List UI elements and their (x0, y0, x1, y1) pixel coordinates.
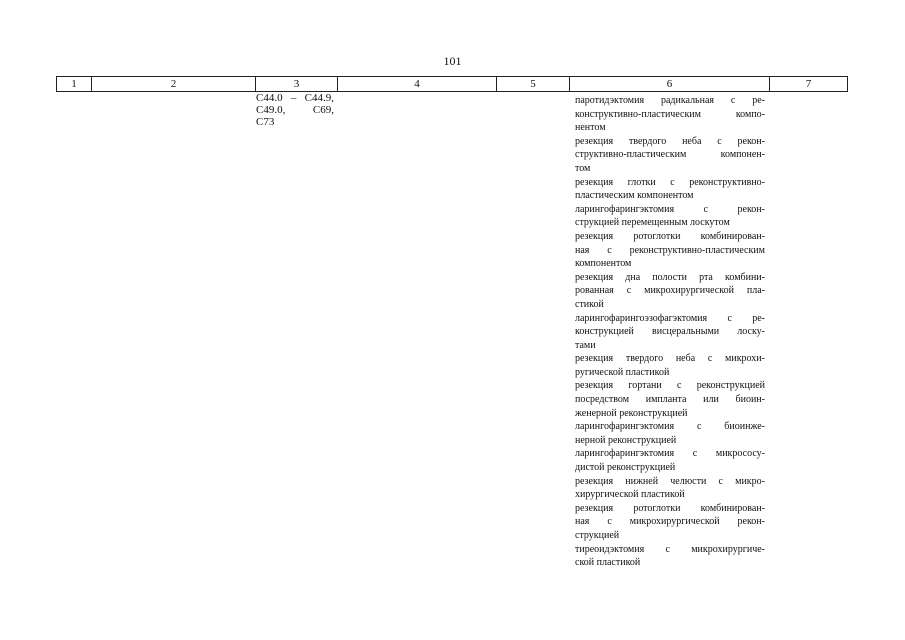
treatment-method-line: нерной реконструкцией (575, 434, 677, 446)
treatment-method-line: компонентом (575, 258, 632, 270)
treatment-method-line: резекция ротоглотки комбинирован- (575, 230, 765, 242)
treatment-method-line: тиреоидэктомия с микрохирургиче- (575, 543, 765, 555)
column-header-7: 7 (769, 77, 848, 91)
treatment-method-line: паротидэктомия радикальная с ре- (575, 95, 765, 106)
treatment-method-line: конструктивно-пластическим компо- (575, 108, 765, 120)
treatment-method-line: резекция нижней челюсти с микро- (575, 475, 765, 487)
treatment-method-line: хирургической пластикой (575, 489, 685, 501)
treatment-method-line: дистой реконструкцией (575, 462, 676, 474)
treatment-method-line: том (575, 162, 591, 174)
column-header-3: 3 (255, 77, 337, 91)
column-header-4: 4 (337, 77, 496, 91)
treatment-method-line: пластическим компонентом (575, 190, 694, 202)
treatment-method-line: ларингофарингэктомия с рекон- (575, 203, 765, 215)
treatment-method-line: ларингофарингоэзофагэктомия с ре- (575, 312, 765, 324)
diagnosis-code-line: C44.0 – C44.9, (256, 92, 334, 104)
column-header-1: 1 (56, 77, 91, 91)
column-header-6: 6 (569, 77, 769, 91)
diagnosis-code-line: C49.0, C69, (256, 104, 334, 116)
treatment-method-line: ругической пластикой (575, 366, 670, 378)
treatment-method-line: резекция ротоглотки комбинирован- (575, 502, 765, 514)
treatment-method-line: рованная с микрохирургической пла- (575, 285, 765, 297)
column-header-2: 2 (91, 77, 255, 91)
treatment-method-line: ларингофарингэктомия с биоинже- (575, 421, 765, 433)
treatment-method-line: ской пластикой (575, 557, 641, 569)
treatment-method-line: нентом (575, 122, 606, 134)
treatment-method-line: посредством импланта или биоин- (575, 394, 765, 406)
treatment-method-line: резекция твердого неба с рекон- (575, 135, 765, 147)
diagnosis-code-line: C73 (256, 116, 275, 128)
column-header-5: 5 (496, 77, 569, 91)
treatment-method-line: струкцией перемещенным лоскутом (575, 217, 730, 229)
treatment-method-line: женерной реконструкцией (575, 407, 688, 419)
treatment-method-line: струкцией (575, 530, 620, 541)
treatment-method-line: ларингофарингэктомия с микрососу- (575, 448, 765, 460)
page-number: 101 (443, 54, 462, 68)
diagnosis-codes-cell (256, 92, 334, 128)
treatment-method-line: тами (575, 339, 596, 351)
treatment-method-line: конструкцией висцеральными лоску- (575, 326, 765, 338)
treatment-method-line: структивно-пластическим компонен- (575, 149, 765, 161)
treatment-method-line: ная с микрохирургической рекон- (575, 516, 765, 528)
treatment-method-line: резекция глотки с реконструктивно- (575, 176, 765, 188)
treatment-method-line: стикой (575, 298, 604, 310)
table-header-row (56, 76, 848, 92)
treatment-method-line: резекция дна полости рта комбини- (575, 271, 765, 283)
treatment-method-line: резекция гортани с реконструкцией (575, 380, 765, 392)
treatment-method-line: ная с реконструктивно-пластическим (575, 244, 765, 256)
treatment-method-line: резекция твердого неба с микрохи- (575, 353, 765, 365)
treatment-methods-cell (575, 94, 765, 570)
